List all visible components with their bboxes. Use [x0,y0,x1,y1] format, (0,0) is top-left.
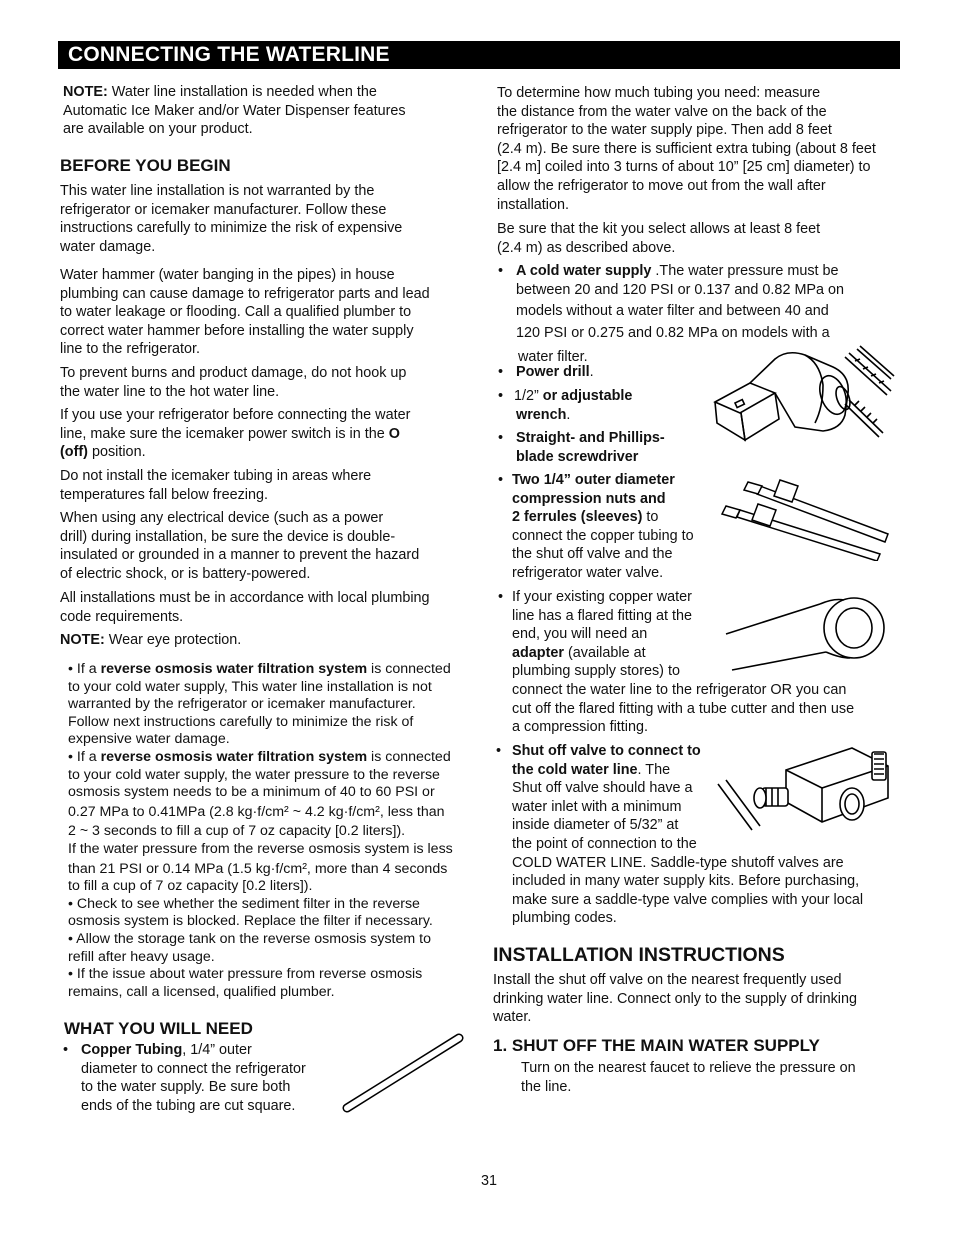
text-line: water inlet with a minimum [512,798,682,815]
wrench-label: wrench [516,406,567,423]
heading-step-1: 1. SHUT OFF THE MAIN WATER SUPPLY [493,1036,820,1055]
text-line: insulated or grounded in a manner to prevent the hazard [60,547,420,564]
text-line: warranted by the refrigerator or icemaker manufacturer. [68,696,416,713]
section-title: CONNECTING THE WATERLINE [68,43,390,66]
paragraph-electrical [60,509,470,583]
paragraph-kit-length [497,220,917,257]
text-line: the line. [521,1078,572,1095]
text-line: plumbing can cause damage to refrigerator parts and lead [60,285,430,302]
text-line: • Allow the storage tank on the reverse osmosis system to [68,930,431,947]
text-line: to the water supply. Be sure both [81,1079,291,1096]
heading-installation-instructions: INSTALLATION INSTRUCTIONS [493,944,785,966]
text-line: refrigerator or icemaker manufacturer. Follow these [60,201,387,218]
text-line: If you use your refrigerator before connecting the water [60,407,411,423]
section-title-bar [58,41,900,69]
copper-tubing-label: Copper Tubing [81,1042,183,1058]
bullet: • If a [68,661,101,677]
text-line: to your cold water supply, the water pressure to the reverse [68,766,440,783]
text-line: This water line installation is not warranted by the [60,183,375,199]
text-line: position. [87,444,146,461]
text-line: diameter to connect the refrigerator [81,1060,306,1077]
text-line: (2.4 m) as described above. [497,239,676,256]
text-line: All installations must be in accordance with local plumbing [60,590,430,606]
text-line: (available at [563,644,646,661]
item-power-drill [498,363,698,382]
text-line: the water line to the hot water line. [60,383,280,400]
compression-nut-label: Two 1/4” outer diameter [512,472,675,488]
text-line: (2.4 m). Be sure there is sufficient extra tubing (about 8 feet [497,140,876,157]
text-line: cut off the flared fitting with a tube cutter and then use [512,700,855,717]
off-symbol: O [388,425,400,442]
paragraph-step-1 [521,1059,921,1096]
text-line: refrigerator water valve. [512,564,664,581]
item-screwdriver [498,429,698,466]
text-line: correct water hammer before installing the water supply [60,322,414,339]
text-line: remains, call a licensed, qualified plumber. [68,983,335,1000]
bullet: • [498,589,504,605]
text-line: line has a flared fitting at the [512,607,692,624]
bullet: • [498,472,504,488]
text-line: to water leakage or flooding. Call a qualified plumber to [60,304,412,321]
bullet: • [63,1042,69,1058]
paragraph-install [493,971,913,1027]
text-line: is connected [367,661,451,677]
text-line: end, you will need an [512,626,648,643]
heading-what-you-will-need: WHAT YOU WILL NEED [64,1019,253,1038]
text-line: [2.4 m] coiled into 3 turns of about 10” [25 cm] diameter) to [497,159,871,176]
text-line: make sure a saddle-type valve complies with your local [512,891,864,908]
compression-nut-label: compression nuts and [512,490,666,507]
text-line: Install the shut off valve on the nearest frequently used [493,972,842,988]
text-line: Do not install the icemaker tubing in areas where [60,468,372,484]
text-line: temperatures fall below freezing. [60,486,268,503]
power-drill-label: Power drill [516,364,590,380]
text-line: are available on your product. [63,121,253,138]
bullet: • [498,263,504,279]
text-line: than 21 PSI or 0.14 MPa (1.5 kg·f/cm², more than 4 seconds [68,860,448,877]
text-line: plumbing codes. [512,910,617,927]
paragraph-water-hammer [60,266,470,359]
page-number: 31 [481,1173,498,1189]
paragraph-hot-water [60,364,470,401]
text-line: • Check to see whether the sediment filter in the reverse [68,895,420,912]
text-line: refrigerator to the water supply pipe. Then add 8 feet [497,122,832,139]
shut-off-valve-label: Shut off valve to connect to [512,743,701,759]
text-line: water damage. [60,238,156,255]
text-line: 1/2” [514,388,543,404]
bullet: • [496,743,502,759]
bullet: • [498,388,504,404]
reverse-osmosis-section [68,661,498,1001]
text-line: allow the refrigerator to move out from the wall after [497,177,826,194]
paragraph-power-switch [60,406,470,462]
text-line: inside diameter of 5/32” at [512,817,679,834]
bullet: • [498,430,504,446]
power-drill-illustration [705,345,895,453]
text-line: , 1/4” outer [182,1042,252,1058]
text-line: line to the refrigerator. [60,341,200,358]
text-line: 2 ~ 3 seconds to fill a cup of 7 oz capacity [0.2 liters]). [68,823,406,840]
text-line: drinking water line. Connect only to the supply of drinking [493,990,857,1007]
copper-tubing-illustration [335,1028,470,1120]
compression-nuts-illustration [720,466,895,561]
item-wrench [498,387,698,424]
text-line: to your cold water supply, This water line installation is not [68,678,432,695]
ferrule-label: 2 ferrules (sleeves) [512,509,643,526]
text-line: included in many water supply kits. Before purchasing, [512,873,860,890]
text-line: water. [493,1009,532,1026]
text-line: . [589,364,594,380]
item-copper-tubing [63,1041,333,1115]
heading-before-you-begin: BEFORE YOU BEGIN [60,156,231,175]
text-line: 120 PSI or 0.275 and 0.82 MPa on models with a [516,324,830,341]
text-line: COLD WATER LINE. Saddle-type shutoff valves are [512,854,844,871]
text-line: Water hammer (water banging in the pipes) in house [60,267,395,283]
text-line: When using any electrical device (such as a power [60,510,384,526]
text-line: 0.27 MPa to 0.41MPa (2.8 kg·f/cm² ~ 4.2 kg·f/cm², less than [68,803,445,820]
text-line: Automatic Ice Maker and/or Water Dispenser features [63,102,406,119]
text-line: . The [637,761,671,778]
note-eye-protection [60,631,470,650]
text-line: the shut off valve and the [512,546,673,563]
screwdriver-label: Straight- and Phillips- [516,430,665,446]
text-line: If your existing copper water [512,589,692,605]
text-line: connect the water line to the refrigerator OR you can [512,681,847,698]
cold-water-label: A cold water supply [516,263,652,279]
text-line: to [642,509,659,526]
adapter-label: adapter [512,644,564,661]
bullet: • If a [68,748,101,765]
wrench-label: or adjustable [542,388,633,404]
text-line: the distance from the water valve on the back of the [497,103,827,120]
bullet: • [498,364,504,380]
shut-off-valve-label: the cold water line [512,761,638,778]
text-line: plumbing supply stores) to [512,663,680,680]
text-line: a compression fitting. [512,719,648,736]
note-ice-maker [63,83,463,139]
text-line: osmosis system is blocked. Replace the filter if necessary. [68,913,433,930]
text-line: .The water pressure must be [651,263,839,279]
text-line: to fill a cup of 7 oz capacity [0.2 liters]). [68,878,313,895]
text-line: Shut off valve should have a [512,780,693,797]
shut-off-valve-illustration [712,740,892,848]
text-line: of electric shock, or is battery-powered. [60,565,311,582]
ro-system-label: reverse osmosis water filtration system [100,661,368,677]
text-line: models without a water filter and between 40 and [516,303,829,320]
text-line: ends of the tubing are cut square. [81,1097,296,1114]
text-line: . [566,406,571,423]
text-line: Be sure that the kit you select allows at least 8 feet [497,221,821,237]
paragraph-tubing-measure [497,84,917,214]
off-label: (off) [60,444,88,461]
text-line: is connected [367,748,451,765]
ro-system-label: reverse osmosis water filtration system [100,748,368,765]
text-line: connect the copper tubing to [512,527,694,544]
text-line: instructions carefully to minimize the risk of expensive [60,220,403,237]
paragraph-warranty [60,182,470,256]
text-line: between 20 and 120 PSI or 0.137 and 0.82 MPa on [516,281,845,298]
text-line: expensive water damage. [68,731,230,748]
text-line: Wear eye protection. [104,632,242,648]
text-line: osmosis system needs to be a minimum of 40 to 60 PSI or [68,784,435,801]
text-line: line, make sure the icemaker power switch is in the [60,425,389,442]
note-label: NOTE: [60,632,105,648]
text-line: installation. [497,196,569,213]
text-line: Turn on the nearest faucet to relieve the pressure on [521,1060,856,1076]
text-line: Follow next instructions carefully to minimize the risk of [68,713,414,730]
text-line: • If the issue about water pressure from reverse osmosis [68,966,423,983]
text-line: To determine how much tubing you need: measure [497,85,821,101]
text-line: To prevent burns and product damage, do not hook up [60,365,407,381]
text-line: If the water pressure from the reverse osmosis system is less [68,840,453,857]
note-label: NOTE: [63,84,108,100]
text-line: code requirements. [60,608,184,625]
screwdriver-label: blade screwdriver [516,448,639,465]
text-line: the point of connection to the [512,835,697,852]
paragraph-freezing [60,467,470,504]
text-line: drill) during installation, be sure the device is double- [60,528,396,545]
paragraph-plumbing-code [60,589,470,626]
text-line: water filter. [518,349,588,366]
item-compression-nuts [498,471,718,583]
flared-fitting-illustration [722,592,890,674]
text-line: refill after heavy usage. [68,948,215,965]
text-line: Water line installation is needed when the [107,84,377,100]
